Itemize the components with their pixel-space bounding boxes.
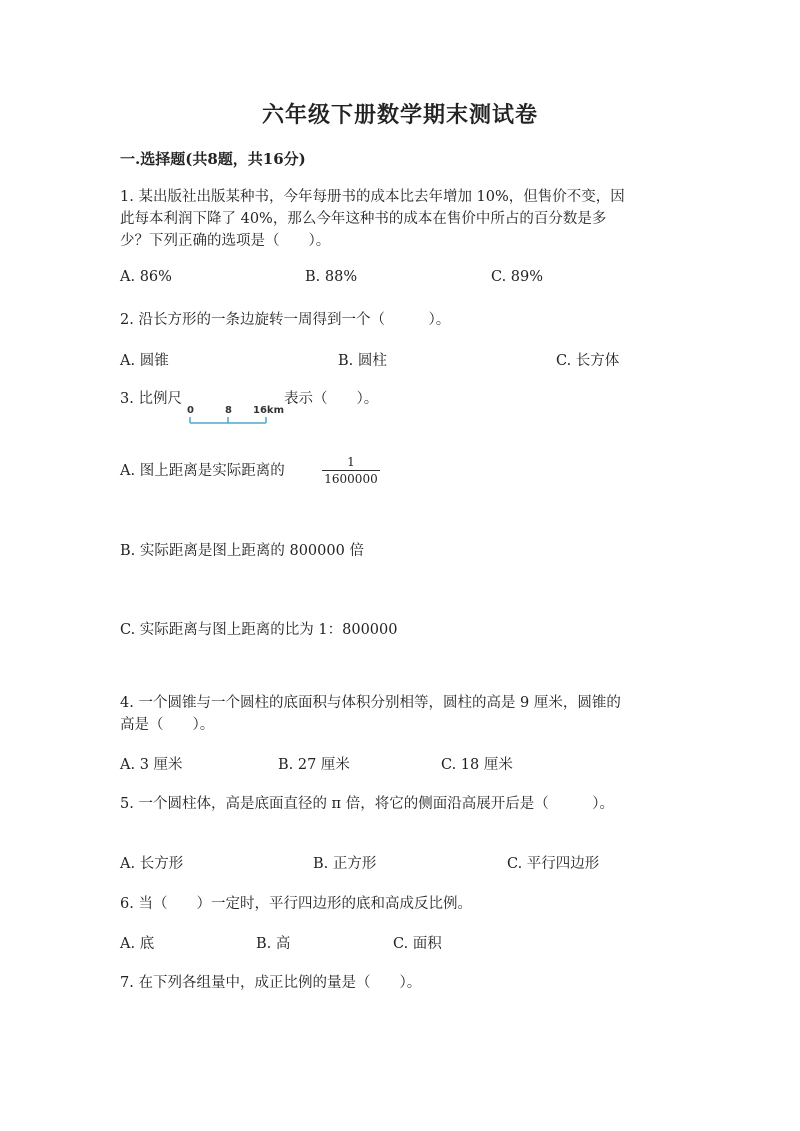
- question-3-option-c: C. 实际距离与图上距离的比为 1：800000: [120, 622, 398, 638]
- scale-label-8: 8: [225, 405, 232, 416]
- question-6-option-c: C. 面积: [393, 936, 442, 952]
- fraction-denominator: 1600000: [324, 472, 378, 486]
- question-2-option-c: C. 长方体: [556, 353, 620, 369]
- scale-bar-image: [185, 402, 285, 426]
- question-5-option-c: C. 平行四边形: [507, 856, 600, 872]
- question-2-option-b: B. 圆柱: [338, 353, 387, 369]
- question-4-option-a: A. 3 厘米: [120, 757, 183, 773]
- question-4-option-c: C. 18 厘米: [441, 757, 513, 773]
- question-2-option-a: A. 圆锥: [120, 353, 169, 369]
- question-6-text: 6. 当（ ）一定时，平行四边形的底和高成反比例。: [120, 896, 472, 912]
- question-3-option-a: A. 图上距离是实际距离的: [120, 463, 285, 479]
- question-3-suffix: 表示（ ）。: [284, 391, 379, 407]
- question-1-line-1: 1. 某出版社出版某种书，今年每册书的成本比去年增加 10%，但售价不变，因: [120, 189, 625, 205]
- fraction-numerator: 1: [347, 455, 355, 469]
- question-1-line-3: 少？下列正确的选项是（ ）。: [120, 233, 331, 249]
- question-3-prefix: 3. 比例尺: [120, 391, 182, 407]
- question-6-option-b: B. 高: [256, 936, 291, 952]
- question-4-line-1: 4. 一个圆锥与一个圆柱的底面积与体积分别相等，圆柱的高是 9 厘米，圆锥的: [120, 695, 621, 711]
- scale-label-0: 0: [187, 405, 194, 416]
- question-5-text: 5. 一个圆柱体，高是底面直径的 π 倍，将它的侧面沿高展开后是（ ）。: [120, 796, 614, 812]
- question-4-option-b: B. 27 厘米: [278, 757, 350, 773]
- page-title: 六年级下册数学期末测试卷: [261, 102, 538, 128]
- fraction: [322, 455, 380, 486]
- question-1-option-b: B. 88%: [305, 269, 358, 285]
- question-1-option-c: C. 89%: [491, 269, 544, 285]
- section-heading: 一.选择题(共8题，共16分): [120, 150, 306, 168]
- fraction-bar: [322, 470, 380, 471]
- question-1-line-2: 此每本利润下降了 40%，那么今年这种书的成本在售价中所占的百分数是多: [120, 211, 607, 227]
- question-6-option-a: A. 底: [120, 936, 155, 952]
- question-5-option-a: A. 长方形: [120, 856, 184, 872]
- question-4-line-2: 高是（ ）。: [120, 717, 215, 733]
- question-2-text: 2. 沿长方形的一条边旋转一周得到一个（ ）。: [120, 312, 451, 328]
- question-7-text: 7. 在下列各组量中，成正比例的量是（ ）。: [120, 975, 422, 991]
- question-1-option-a: A. 86%: [120, 269, 172, 285]
- scale-label-16km: 16km: [253, 405, 284, 416]
- question-5-option-b: B. 正方形: [313, 856, 377, 872]
- question-3-option-b: B. 实际距离是图上距离的 800000 倍: [120, 543, 364, 559]
